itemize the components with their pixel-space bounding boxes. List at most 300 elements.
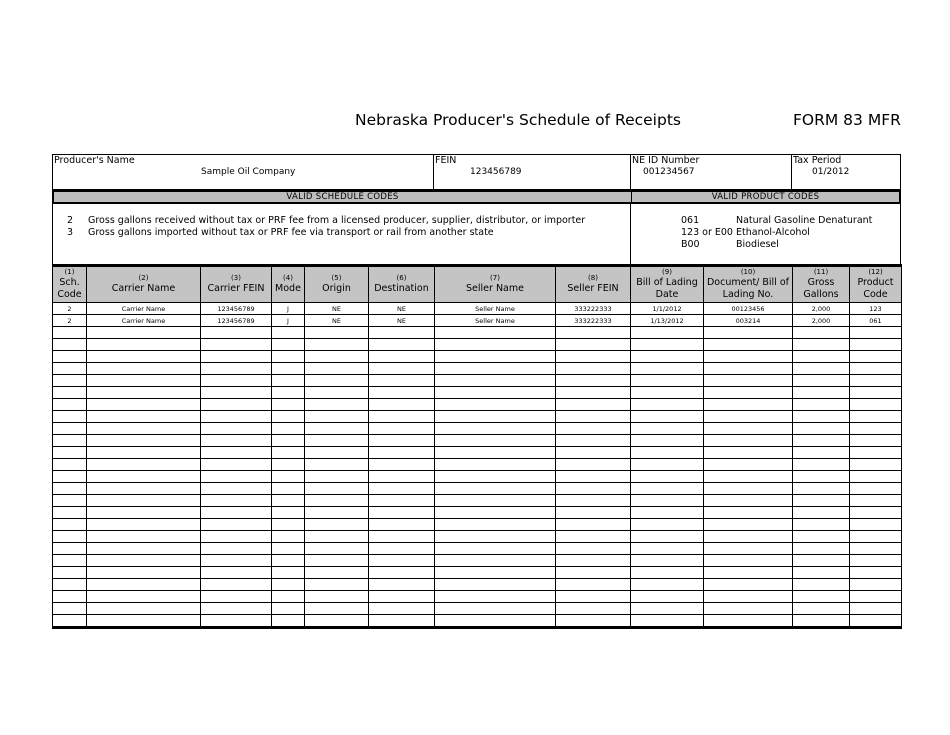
table-cell[interactable] xyxy=(556,375,631,387)
table-cell[interactable] xyxy=(87,567,201,579)
table-cell[interactable] xyxy=(793,543,850,555)
table-cell[interactable] xyxy=(272,399,305,411)
table-cell[interactable] xyxy=(793,399,850,411)
table-cell[interactable] xyxy=(272,375,305,387)
table-cell[interactable] xyxy=(305,363,369,375)
table-cell[interactable] xyxy=(850,459,902,471)
table-cell[interactable] xyxy=(53,459,87,471)
table-cell[interactable] xyxy=(704,327,793,339)
table-cell[interactable] xyxy=(704,531,793,543)
table-cell[interactable] xyxy=(556,555,631,567)
table-cell[interactable]: NE xyxy=(305,315,369,327)
table-cell[interactable] xyxy=(793,483,850,495)
table-cell[interactable] xyxy=(556,543,631,555)
table-cell[interactable] xyxy=(87,591,201,603)
table-cell[interactable] xyxy=(53,447,87,459)
table-cell[interactable] xyxy=(272,435,305,447)
table-cell[interactable] xyxy=(87,579,201,591)
table-cell[interactable] xyxy=(556,579,631,591)
table-cell[interactable] xyxy=(272,423,305,435)
table-cell[interactable] xyxy=(850,339,902,351)
table-cell[interactable] xyxy=(556,399,631,411)
table-cell[interactable] xyxy=(556,531,631,543)
table-cell[interactable] xyxy=(435,507,556,519)
table-cell[interactable] xyxy=(201,363,272,375)
table-cell[interactable] xyxy=(53,351,87,363)
table-cell[interactable] xyxy=(631,411,704,423)
table-cell[interactable] xyxy=(435,495,556,507)
table-cell[interactable] xyxy=(201,507,272,519)
table-cell[interactable]: Seller Name xyxy=(435,303,556,315)
table-cell[interactable] xyxy=(556,363,631,375)
table-cell[interactable] xyxy=(704,555,793,567)
table-cell[interactable] xyxy=(435,531,556,543)
table-cell[interactable] xyxy=(631,543,704,555)
table-cell[interactable] xyxy=(631,555,704,567)
table-cell[interactable] xyxy=(793,327,850,339)
table-cell[interactable]: 123456789 xyxy=(201,315,272,327)
table-cell[interactable] xyxy=(850,495,902,507)
table-cell[interactable] xyxy=(369,567,435,579)
table-cell[interactable] xyxy=(631,399,704,411)
table-cell[interactable] xyxy=(556,615,631,628)
table-cell[interactable] xyxy=(369,351,435,363)
table-cell[interactable] xyxy=(631,567,704,579)
table-cell[interactable] xyxy=(556,495,631,507)
table-cell[interactable] xyxy=(556,327,631,339)
table-cell[interactable] xyxy=(201,471,272,483)
table-cell[interactable] xyxy=(87,411,201,423)
table-cell[interactable] xyxy=(201,435,272,447)
table-cell[interactable] xyxy=(272,543,305,555)
ne-id-value[interactable]: 001234567 xyxy=(643,167,695,177)
table-cell[interactable] xyxy=(87,399,201,411)
table-cell[interactable] xyxy=(305,339,369,351)
table-cell[interactable] xyxy=(556,519,631,531)
table-cell[interactable]: Carrier Name xyxy=(87,303,201,315)
table-cell[interactable] xyxy=(793,363,850,375)
table-cell[interactable] xyxy=(87,483,201,495)
table-cell[interactable] xyxy=(305,591,369,603)
table-cell[interactable] xyxy=(53,519,87,531)
table-cell[interactable] xyxy=(53,495,87,507)
table-cell[interactable] xyxy=(87,447,201,459)
table-cell[interactable] xyxy=(272,519,305,531)
table-cell[interactable] xyxy=(850,399,902,411)
table-cell[interactable] xyxy=(369,411,435,423)
table-cell[interactable] xyxy=(369,327,435,339)
table-cell[interactable] xyxy=(53,411,87,423)
tax-period-value[interactable]: 01/2012 xyxy=(812,167,850,177)
table-cell[interactable] xyxy=(435,567,556,579)
table-cell[interactable] xyxy=(704,363,793,375)
table-cell[interactable] xyxy=(272,339,305,351)
table-cell[interactable] xyxy=(793,567,850,579)
table-cell[interactable] xyxy=(850,435,902,447)
table-cell[interactable] xyxy=(435,579,556,591)
table-cell[interactable] xyxy=(201,447,272,459)
table-cell[interactable] xyxy=(369,603,435,615)
table-cell[interactable] xyxy=(704,483,793,495)
table-cell[interactable] xyxy=(850,423,902,435)
table-cell[interactable] xyxy=(305,435,369,447)
table-cell[interactable] xyxy=(631,603,704,615)
table-cell[interactable] xyxy=(793,471,850,483)
table-cell[interactable] xyxy=(201,555,272,567)
table-cell[interactable] xyxy=(53,375,87,387)
table-cell[interactable] xyxy=(369,591,435,603)
table-cell[interactable] xyxy=(435,351,556,363)
table-cell[interactable] xyxy=(201,591,272,603)
table-cell[interactable] xyxy=(87,471,201,483)
table-cell[interactable] xyxy=(704,591,793,603)
table-cell[interactable] xyxy=(631,471,704,483)
table-cell[interactable] xyxy=(305,519,369,531)
table-cell[interactable]: Carrier Name xyxy=(87,315,201,327)
table-cell[interactable] xyxy=(704,375,793,387)
table-cell[interactable] xyxy=(704,543,793,555)
table-cell[interactable] xyxy=(369,543,435,555)
table-cell[interactable] xyxy=(435,543,556,555)
table-cell[interactable] xyxy=(704,351,793,363)
table-cell[interactable] xyxy=(556,603,631,615)
table-cell[interactable] xyxy=(53,555,87,567)
table-cell[interactable] xyxy=(556,411,631,423)
table-cell[interactable] xyxy=(201,339,272,351)
table-cell[interactable] xyxy=(704,459,793,471)
table-cell[interactable] xyxy=(435,615,556,628)
table-cell[interactable] xyxy=(850,591,902,603)
table-cell[interactable]: 123 xyxy=(850,303,902,315)
table-cell[interactable] xyxy=(201,411,272,423)
table-cell[interactable] xyxy=(793,447,850,459)
table-cell[interactable] xyxy=(556,351,631,363)
table-cell[interactable] xyxy=(850,615,902,628)
table-cell[interactable] xyxy=(704,399,793,411)
table-cell[interactable] xyxy=(201,543,272,555)
table-cell[interactable] xyxy=(272,351,305,363)
table-cell[interactable] xyxy=(556,435,631,447)
table-cell[interactable] xyxy=(850,507,902,519)
table-cell[interactable] xyxy=(53,435,87,447)
table-cell[interactable] xyxy=(305,531,369,543)
table-cell[interactable] xyxy=(305,603,369,615)
fein-value[interactable]: 123456789 xyxy=(470,167,522,177)
table-cell[interactable] xyxy=(272,567,305,579)
table-cell[interactable] xyxy=(53,483,87,495)
table-cell[interactable] xyxy=(435,459,556,471)
table-cell[interactable]: J xyxy=(272,303,305,315)
table-cell[interactable] xyxy=(201,375,272,387)
table-cell[interactable] xyxy=(369,423,435,435)
table-cell[interactable] xyxy=(631,483,704,495)
table-cell[interactable] xyxy=(53,339,87,351)
table-cell[interactable] xyxy=(631,435,704,447)
table-cell[interactable] xyxy=(272,495,305,507)
table-cell[interactable] xyxy=(87,519,201,531)
table-cell[interactable]: 2,000 xyxy=(793,303,850,315)
table-cell[interactable] xyxy=(850,363,902,375)
table-cell[interactable] xyxy=(704,603,793,615)
table-cell[interactable]: 1/1/2012 xyxy=(631,303,704,315)
table-cell[interactable] xyxy=(272,591,305,603)
table-cell[interactable] xyxy=(631,519,704,531)
table-cell[interactable] xyxy=(850,471,902,483)
table-cell[interactable] xyxy=(704,435,793,447)
table-cell[interactable] xyxy=(435,591,556,603)
table-cell[interactable] xyxy=(201,615,272,628)
table-cell[interactable] xyxy=(556,339,631,351)
table-cell[interactable] xyxy=(631,495,704,507)
table-cell[interactable] xyxy=(305,327,369,339)
table-cell[interactable] xyxy=(704,339,793,351)
table-cell[interactable] xyxy=(201,483,272,495)
table-cell[interactable] xyxy=(87,435,201,447)
table-cell[interactable] xyxy=(272,507,305,519)
table-cell[interactable] xyxy=(305,615,369,628)
table-cell[interactable] xyxy=(793,423,850,435)
table-cell[interactable] xyxy=(556,591,631,603)
table-cell[interactable] xyxy=(87,603,201,615)
table-cell[interactable] xyxy=(272,615,305,628)
table-cell[interactable] xyxy=(369,339,435,351)
table-cell[interactable] xyxy=(87,459,201,471)
table-cell[interactable] xyxy=(850,375,902,387)
table-cell[interactable] xyxy=(53,603,87,615)
table-cell[interactable] xyxy=(704,387,793,399)
table-cell[interactable] xyxy=(556,471,631,483)
table-cell[interactable] xyxy=(556,387,631,399)
table-cell[interactable] xyxy=(87,363,201,375)
table-cell[interactable] xyxy=(435,327,556,339)
table-cell[interactable] xyxy=(53,507,87,519)
table-cell[interactable] xyxy=(272,579,305,591)
table-cell[interactable] xyxy=(793,435,850,447)
table-cell[interactable] xyxy=(435,483,556,495)
table-cell[interactable] xyxy=(87,555,201,567)
table-cell[interactable] xyxy=(201,495,272,507)
table-cell[interactable] xyxy=(201,459,272,471)
table-cell[interactable] xyxy=(793,531,850,543)
table-cell[interactable] xyxy=(631,423,704,435)
table-cell[interactable] xyxy=(850,447,902,459)
table-cell[interactable] xyxy=(272,459,305,471)
table-cell[interactable] xyxy=(704,507,793,519)
table-cell[interactable] xyxy=(53,543,87,555)
table-cell[interactable] xyxy=(369,579,435,591)
table-cell[interactable] xyxy=(850,411,902,423)
table-cell[interactable] xyxy=(369,459,435,471)
table-cell[interactable] xyxy=(305,375,369,387)
table-cell[interactable] xyxy=(53,567,87,579)
table-cell[interactable] xyxy=(369,471,435,483)
table-cell[interactable] xyxy=(435,471,556,483)
table-cell[interactable] xyxy=(305,495,369,507)
table-cell[interactable] xyxy=(793,375,850,387)
table-cell[interactable] xyxy=(793,459,850,471)
table-cell[interactable] xyxy=(201,603,272,615)
table-cell[interactable] xyxy=(305,555,369,567)
table-cell[interactable] xyxy=(793,351,850,363)
table-cell[interactable]: NE xyxy=(369,315,435,327)
table-cell[interactable] xyxy=(556,459,631,471)
table-cell[interactable] xyxy=(435,411,556,423)
table-cell[interactable] xyxy=(704,471,793,483)
table-cell[interactable] xyxy=(53,579,87,591)
table-cell[interactable] xyxy=(201,399,272,411)
table-cell[interactable] xyxy=(631,339,704,351)
table-cell[interactable] xyxy=(850,567,902,579)
table-cell[interactable] xyxy=(369,399,435,411)
table-cell[interactable] xyxy=(435,375,556,387)
table-cell[interactable] xyxy=(53,615,87,628)
table-cell[interactable] xyxy=(793,555,850,567)
table-cell[interactable] xyxy=(850,603,902,615)
table-cell[interactable] xyxy=(793,411,850,423)
table-cell[interactable] xyxy=(53,423,87,435)
table-cell[interactable] xyxy=(272,531,305,543)
table-cell[interactable] xyxy=(793,495,850,507)
table-cell[interactable] xyxy=(305,447,369,459)
table-cell[interactable] xyxy=(87,387,201,399)
table-cell[interactable]: 2,000 xyxy=(793,315,850,327)
table-cell[interactable]: 333222333 xyxy=(556,303,631,315)
table-cell[interactable] xyxy=(305,579,369,591)
table-cell[interactable] xyxy=(435,555,556,567)
table-cell[interactable] xyxy=(435,447,556,459)
table-cell[interactable]: NE xyxy=(305,303,369,315)
table-cell[interactable] xyxy=(305,567,369,579)
producer-name-value[interactable]: Sample Oil Company xyxy=(201,167,296,177)
table-cell[interactable] xyxy=(201,567,272,579)
table-cell[interactable] xyxy=(631,507,704,519)
table-cell[interactable] xyxy=(53,387,87,399)
table-cell[interactable] xyxy=(369,387,435,399)
table-cell[interactable] xyxy=(793,591,850,603)
table-cell[interactable] xyxy=(305,399,369,411)
table-cell[interactable] xyxy=(369,615,435,628)
table-cell[interactable] xyxy=(631,363,704,375)
table-cell[interactable] xyxy=(369,375,435,387)
table-cell[interactable]: Seller Name xyxy=(435,315,556,327)
table-cell[interactable] xyxy=(793,507,850,519)
table-cell[interactable] xyxy=(793,615,850,628)
table-cell[interactable] xyxy=(272,411,305,423)
table-cell[interactable] xyxy=(201,531,272,543)
table-cell[interactable] xyxy=(272,447,305,459)
table-cell[interactable] xyxy=(87,375,201,387)
table-cell[interactable] xyxy=(369,363,435,375)
table-cell[interactable] xyxy=(631,459,704,471)
table-cell[interactable] xyxy=(435,603,556,615)
table-cell[interactable] xyxy=(850,555,902,567)
table-cell[interactable] xyxy=(793,339,850,351)
table-cell[interactable] xyxy=(793,387,850,399)
table-cell[interactable] xyxy=(87,615,201,628)
table-cell[interactable] xyxy=(305,423,369,435)
table-cell[interactable] xyxy=(704,615,793,628)
table-cell[interactable] xyxy=(272,327,305,339)
table-cell[interactable] xyxy=(704,495,793,507)
table-cell[interactable] xyxy=(704,567,793,579)
table-cell[interactable] xyxy=(850,519,902,531)
table-cell[interactable] xyxy=(272,363,305,375)
table-cell[interactable] xyxy=(272,387,305,399)
table-cell[interactable]: 00123456 xyxy=(704,303,793,315)
table-cell[interactable] xyxy=(201,387,272,399)
table-cell[interactable] xyxy=(631,531,704,543)
table-cell[interactable] xyxy=(556,507,631,519)
table-cell[interactable] xyxy=(631,387,704,399)
table-cell[interactable] xyxy=(87,543,201,555)
table-cell[interactable] xyxy=(305,411,369,423)
table-cell[interactable] xyxy=(556,423,631,435)
table-cell[interactable] xyxy=(704,579,793,591)
table-cell[interactable] xyxy=(435,519,556,531)
table-cell[interactable]: 2 xyxy=(53,315,87,327)
table-cell[interactable] xyxy=(435,399,556,411)
table-cell[interactable]: 333222333 xyxy=(556,315,631,327)
table-cell[interactable] xyxy=(435,339,556,351)
table-cell[interactable] xyxy=(631,447,704,459)
table-cell[interactable] xyxy=(704,447,793,459)
table-cell[interactable] xyxy=(87,531,201,543)
table-cell[interactable] xyxy=(53,591,87,603)
table-cell[interactable] xyxy=(369,447,435,459)
table-cell[interactable] xyxy=(704,519,793,531)
table-cell[interactable] xyxy=(793,579,850,591)
table-cell[interactable] xyxy=(850,543,902,555)
table-cell[interactable] xyxy=(631,351,704,363)
table-cell[interactable] xyxy=(53,531,87,543)
table-cell[interactable] xyxy=(435,435,556,447)
table-cell[interactable] xyxy=(305,543,369,555)
table-cell[interactable] xyxy=(87,351,201,363)
table-cell[interactable] xyxy=(201,519,272,531)
table-cell[interactable] xyxy=(369,519,435,531)
table-cell[interactable]: J xyxy=(272,315,305,327)
table-cell[interactable] xyxy=(435,423,556,435)
table-cell[interactable] xyxy=(272,471,305,483)
table-cell[interactable] xyxy=(87,423,201,435)
table-cell[interactable] xyxy=(850,483,902,495)
table-cell[interactable] xyxy=(272,483,305,495)
table-cell[interactable] xyxy=(631,591,704,603)
table-cell[interactable] xyxy=(53,363,87,375)
table-cell[interactable] xyxy=(305,459,369,471)
table-cell[interactable] xyxy=(305,387,369,399)
table-cell[interactable] xyxy=(53,327,87,339)
table-cell[interactable] xyxy=(850,579,902,591)
table-cell[interactable] xyxy=(87,495,201,507)
table-cell[interactable] xyxy=(87,327,201,339)
table-cell[interactable] xyxy=(201,579,272,591)
table-cell[interactable] xyxy=(201,423,272,435)
table-cell[interactable] xyxy=(704,423,793,435)
table-cell[interactable]: 123456789 xyxy=(201,303,272,315)
table-cell[interactable] xyxy=(272,603,305,615)
table-cell[interactable] xyxy=(87,339,201,351)
table-cell[interactable] xyxy=(556,567,631,579)
table-cell[interactable] xyxy=(369,507,435,519)
table-cell[interactable] xyxy=(369,555,435,567)
table-cell[interactable] xyxy=(793,519,850,531)
table-cell[interactable] xyxy=(435,387,556,399)
table-cell[interactable] xyxy=(850,327,902,339)
table-cell[interactable] xyxy=(850,351,902,363)
table-cell[interactable] xyxy=(369,435,435,447)
table-cell[interactable] xyxy=(631,579,704,591)
